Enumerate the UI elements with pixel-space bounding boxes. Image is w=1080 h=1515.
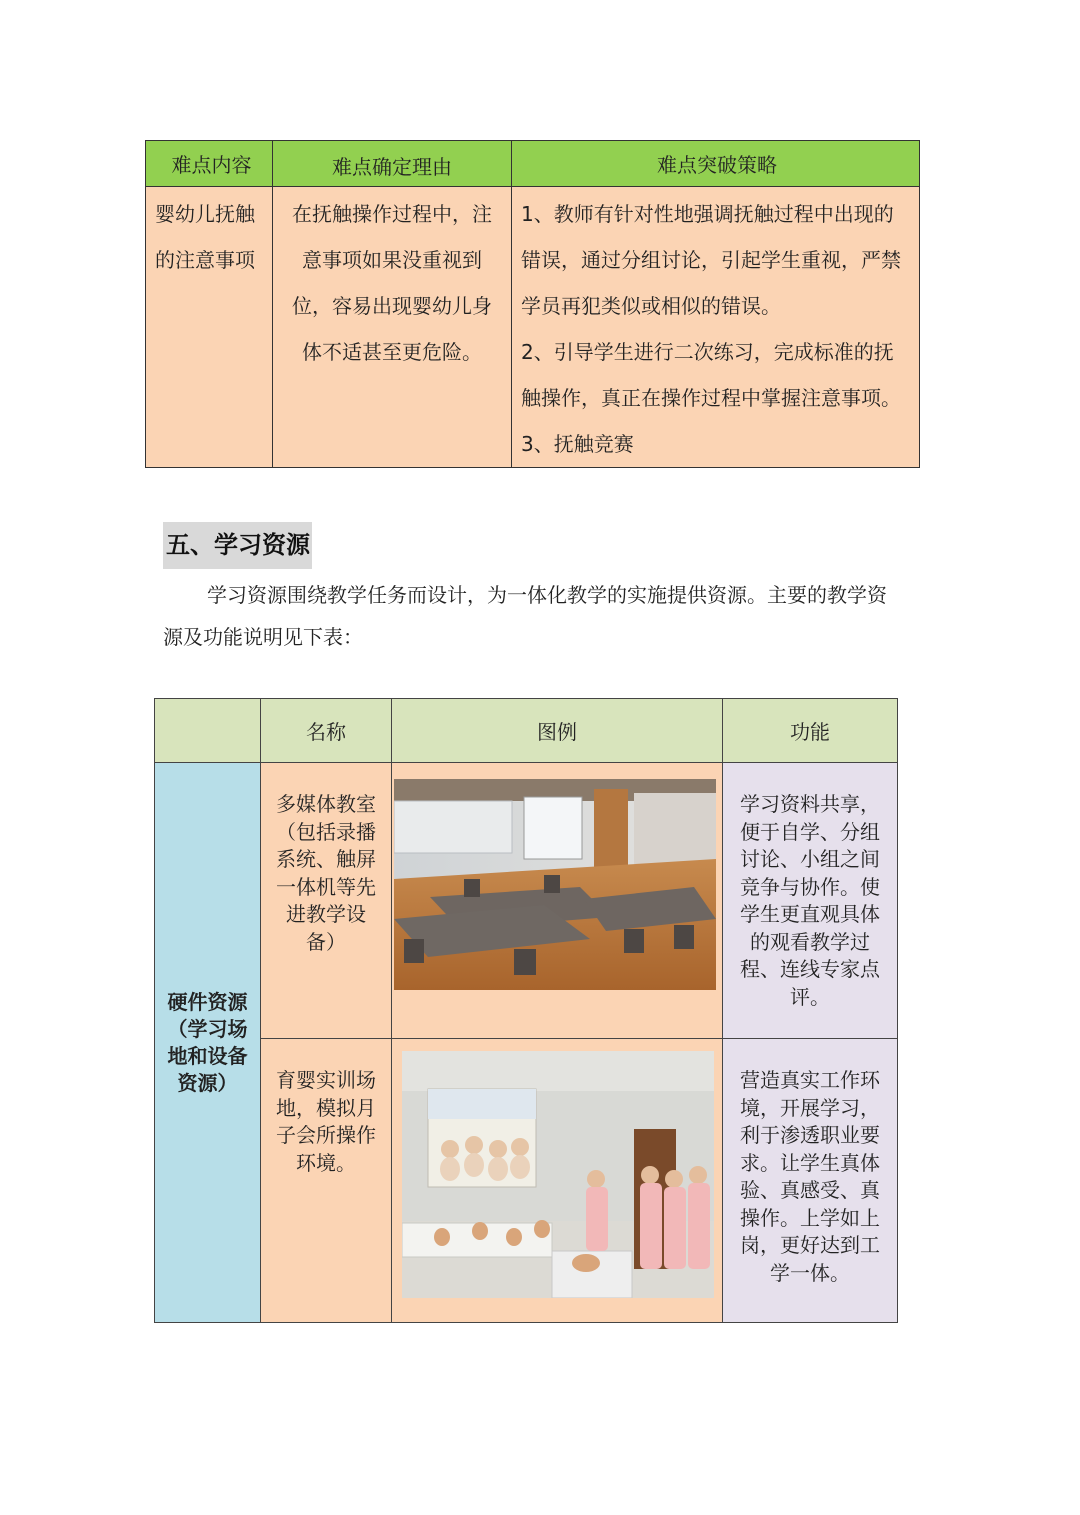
text-line: 境，开展学习， [740, 1095, 880, 1120]
text-line: 意事项如果没重视到 [302, 248, 482, 272]
text-line: 触操作，真正在操作过程中掌握注意事项。 [521, 386, 901, 410]
text-line: 利于渗透职业要 [740, 1123, 880, 1147]
header-illustration: 图例 [392, 699, 723, 763]
text-line: 的注意事项 [155, 248, 255, 272]
text-line: 操作。上学如上 [740, 1205, 880, 1230]
text-line: 错误，通过分组讨论，引起学生重视，严禁 [521, 248, 901, 272]
text-line: 学员再犯类似或相似的错误。 [521, 294, 781, 318]
text-line: （学习场 [167, 1016, 248, 1041]
text-line: 资源） [177, 1070, 238, 1095]
text-line: 环境。 [296, 1150, 356, 1175]
text-line: 一体机等先 [276, 874, 376, 899]
function-cell [723, 1039, 898, 1323]
text-line: 多媒体教室 [276, 792, 376, 816]
text-line: 体不适甚至更危险。 [302, 340, 482, 364]
text-line: 源及功能说明见下表： [163, 625, 363, 649]
text-line: （包括录播 [276, 819, 376, 844]
training-room-photo [402, 1051, 714, 1298]
text-line: 验、真感受、真 [740, 1178, 880, 1202]
text-line: 便于自学、分组 [740, 819, 880, 844]
text-line: 求。让学生真体 [740, 1150, 880, 1175]
table-row [155, 763, 898, 1039]
difficulty-table-row [146, 187, 920, 468]
header-empty [155, 699, 261, 763]
resources-table [154, 698, 898, 1323]
difficulty-table-header [146, 141, 920, 187]
header-name: 名称 [261, 699, 392, 763]
text-line: 营造真实工作环 [740, 1068, 880, 1092]
text-line: 学习资料共享， [740, 792, 880, 816]
difficulty-reason-cell [273, 187, 512, 468]
resources-table-header [155, 699, 898, 763]
difficulty-content-cell [146, 187, 273, 468]
text-line: 的观看教学过 [750, 929, 870, 954]
header-function: 功能 [723, 699, 898, 763]
text-line: 讨论、小组之间 [740, 847, 880, 871]
header-difficulty-reason: 难点确定理由 [273, 141, 512, 187]
text-line: 程、连线专家点 [740, 957, 880, 981]
resource-name-cell [261, 763, 392, 1039]
text-line: 2、引导学生进行二次练习，完成标准的抚 [521, 340, 894, 364]
header-difficulty-strategy: 难点突破策略 [512, 141, 920, 187]
text-line: 位，容易出现婴幼儿身 [292, 294, 492, 318]
function-cell [723, 763, 898, 1039]
text-line: 地，模拟月 [276, 1095, 376, 1120]
text-line: 学生更直观具体 [740, 902, 880, 926]
text-line: 在抚触操作过程中，注 [292, 202, 492, 226]
text-line: 竞争与协作。使 [740, 874, 880, 899]
illustration-cell [392, 1039, 723, 1323]
text-line: 地和设备 [167, 1043, 248, 1068]
text-line: 育婴实训场 [276, 1068, 376, 1092]
difficulty-table [145, 140, 920, 468]
text-line: 评。 [790, 984, 830, 1009]
text-line: 学一体。 [770, 1260, 850, 1285]
difficulty-strategy-cell [512, 187, 920, 468]
text-line: 进教学设 [286, 902, 366, 926]
header-difficulty-content: 难点内容 [146, 141, 273, 187]
section-paragraph [163, 574, 923, 658]
text-line: 婴幼儿抚触 [155, 202, 255, 226]
text-line: 备） [306, 929, 346, 954]
text-line: 硬件资源 [167, 989, 248, 1014]
table-row [155, 1039, 898, 1323]
text-line: 学习资源围绕教学任务而设计，为一体化教学的实施提供资源。主要的教学资 [207, 583, 887, 607]
text-line: 系统、触屏 [276, 847, 376, 871]
text-line: 3、抚触竞赛 [521, 432, 634, 456]
classroom-photo [394, 779, 716, 990]
resource-name-cell [261, 1039, 392, 1323]
text-line: 1、教师有针对性地强调抚触过程中出现的 [521, 202, 894, 226]
section-title: 五、学习资源 [163, 522, 312, 569]
text-line: 岗，更好达到工 [740, 1233, 880, 1257]
category-cell [155, 763, 261, 1323]
text-line: 子会所操作 [276, 1123, 376, 1147]
illustration-cell [392, 763, 723, 1039]
